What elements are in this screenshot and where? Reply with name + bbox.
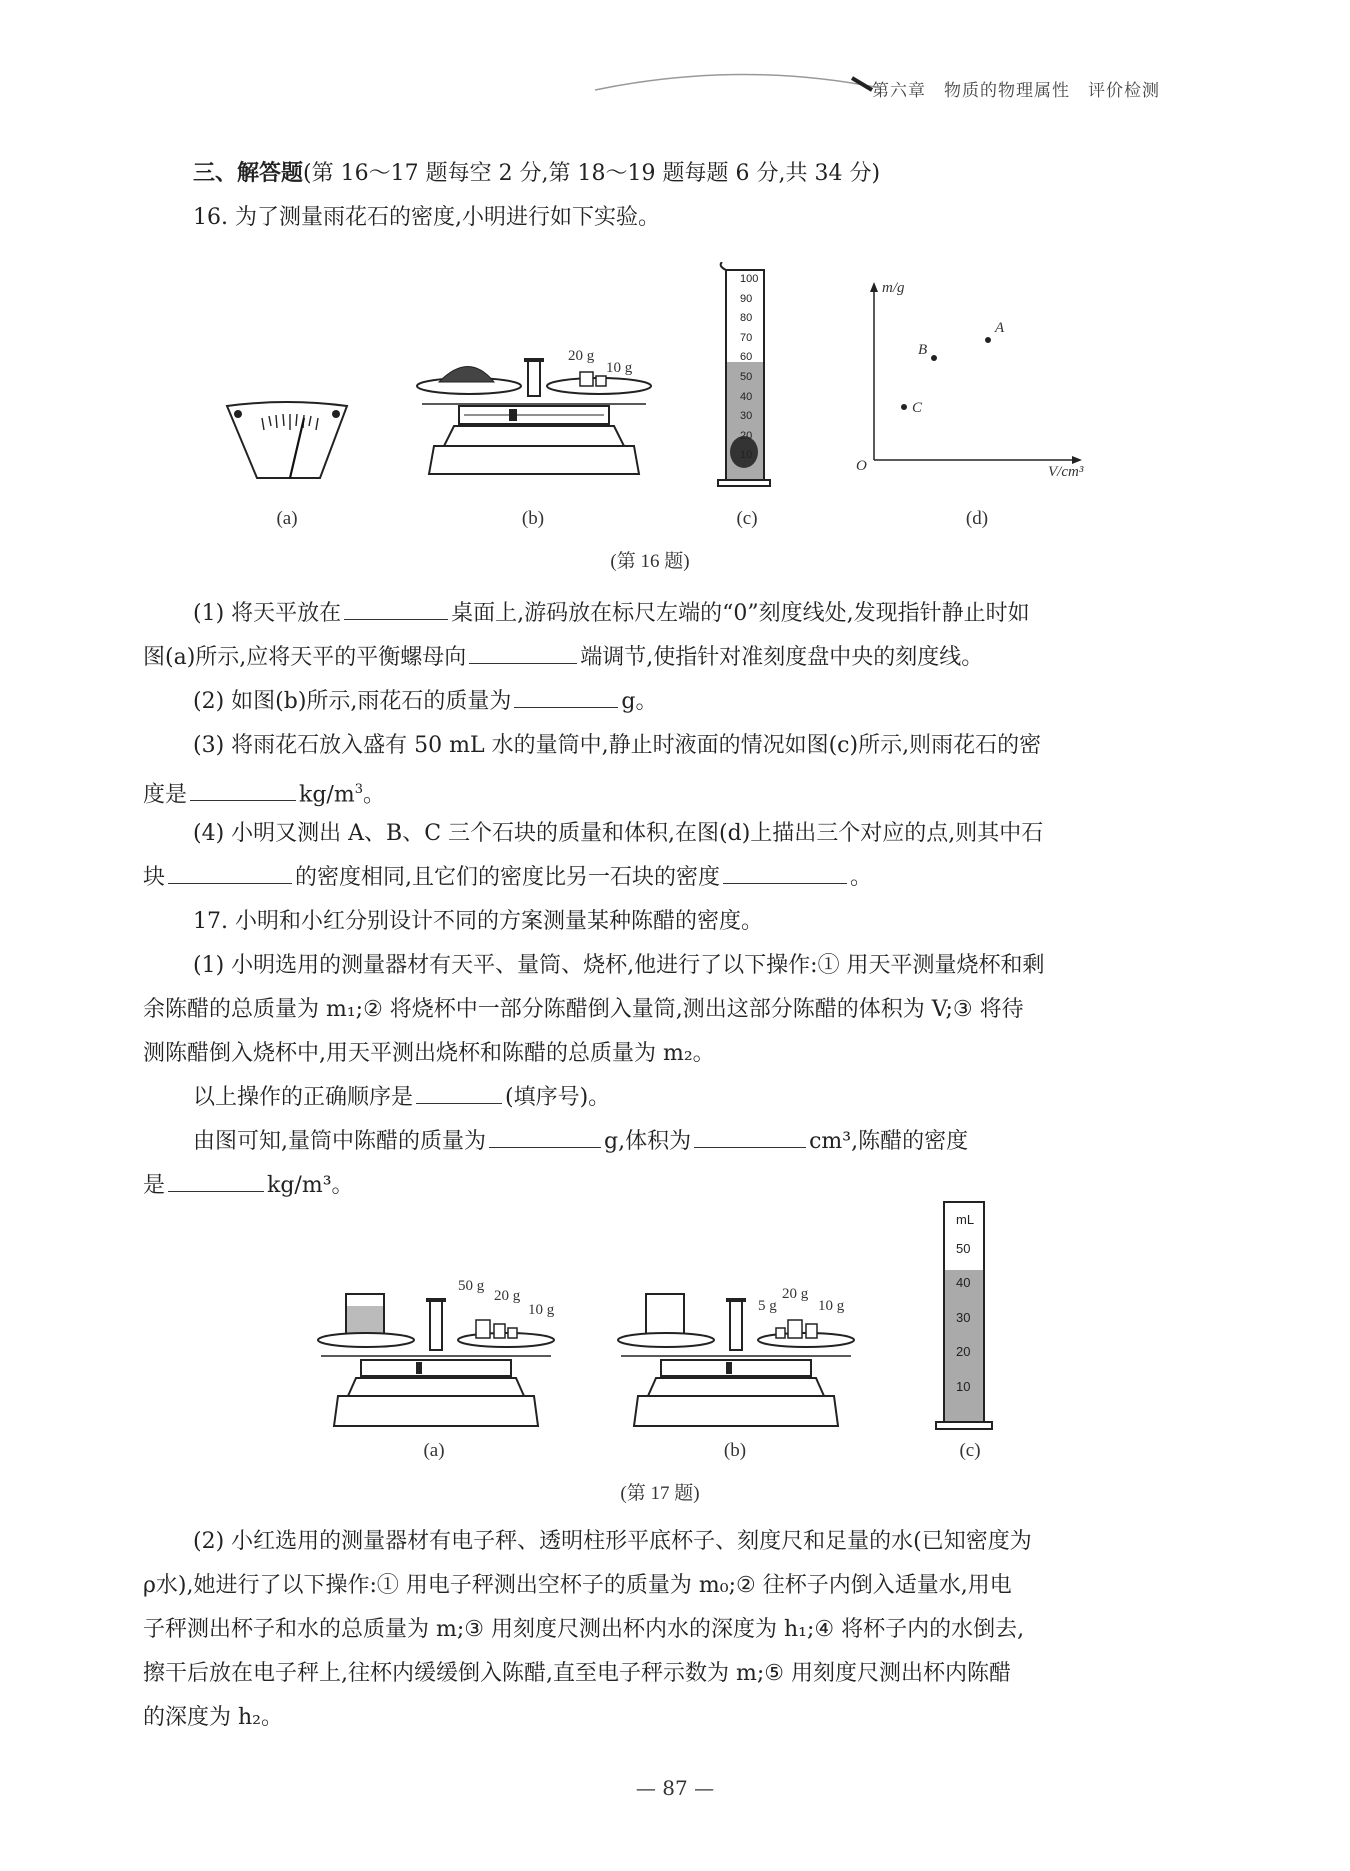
answer-blank <box>514 687 618 708</box>
q17-part1-line1: (1) 小明选用的测量器材有天平、量筒、烧杯,他进行了以下操作:① 用天平测量烧杯和剩 <box>193 953 1045 978</box>
point-b <box>931 355 937 361</box>
q16-part4-line1: (4) 小明又测出 A、B、C 三个石块的质量和体积,在图(d)上描出三个对应的点,则其中石 <box>193 821 1044 846</box>
fig17b-weight-5g: 5 g <box>758 1298 777 1314</box>
point-a <box>985 337 991 343</box>
fig16a-dial <box>222 398 352 488</box>
q17-part1-line3: 测陈醋倒入烧杯中,用天平测出烧杯和陈醋的总质量为 m₂。 <box>143 1041 715 1066</box>
q16-stem: 16. 为了测量雨花石的密度,小明进行如下实验。 <box>193 205 660 230</box>
answer-blank <box>168 1171 264 1192</box>
fig17a-weight-10g: 10 g <box>528 1302 555 1318</box>
q17-stem: 17. 小明和小红分别设计不同的方案测量某种陈醋的密度。 <box>193 909 763 934</box>
header-decoration <box>590 60 880 105</box>
fig17c-ticks: mL 50 40 30 20 10 <box>956 1212 975 1394</box>
answer-blank <box>469 643 577 664</box>
fig17-caption: (第 17 题) <box>620 1483 700 1504</box>
fig16a-label: (a) <box>276 508 298 529</box>
fig17a-balance <box>316 1288 556 1433</box>
q16-part3-line1: (3) 将雨花石放入盛有 50 mL 水的量筒中,静止时液面的情况如图(c)所示,则雨花石的密 <box>193 733 1042 758</box>
fig17a-weight-20g: 20 g <box>494 1288 521 1304</box>
fig16d-graph <box>862 278 1092 478</box>
fig16-caption: (第 16 题) <box>610 551 690 572</box>
fig16b-weight-10g: 10 g <box>606 360 633 376</box>
graph-origin: O <box>856 458 867 474</box>
q17-result-line2: 是 kg/m³。 <box>143 1173 354 1198</box>
q16-part1-line2: 图(a)所示,应将天平的平衡螺母向 端调节,使指针对准刻度盘中央的刻度线。 <box>143 645 984 670</box>
q16-part1-line1: (1) 将天平放在 桌面上,游码放在标尺左端的“0”刻度线处,发现指针静止时如 <box>193 601 1030 626</box>
fig17c-label: (c) <box>959 1440 981 1461</box>
graph-xlabel: V/cm³ <box>1048 464 1084 480</box>
answer-blank <box>694 1127 806 1148</box>
point-a-label: A <box>995 320 1005 336</box>
fig16c-label: (c) <box>736 508 758 529</box>
answer-blank <box>344 599 448 620</box>
answer-blank <box>416 1083 502 1104</box>
answer-blank <box>489 1127 601 1148</box>
q17-part2-line2: ρ水),她进行了以下操作:① 用电子秤测出空杯子的质量为 m₀;② 往杯子内倒入适量水,用电 <box>143 1573 1012 1598</box>
q16-part2: (2) 如图(b)所示,雨花石的质量为 g。 <box>193 689 658 714</box>
point-c-label: C <box>912 400 923 416</box>
page-number: — 87 — <box>635 1776 715 1800</box>
q16-part4-line2: 块 的密度相同,且它们的密度比另一石块的密度 。 <box>143 865 873 890</box>
answer-blank <box>723 863 847 884</box>
point-c <box>901 404 907 410</box>
point-b-label: B <box>918 342 928 358</box>
fig17b-label: (b) <box>723 1440 747 1461</box>
q17-part2-line4: 擦干后放在电子秤上,往杯内缓缓倒入陈醋,直至电子秤示数为 m;⑤ 用刻度尺测出杯内陈醋 <box>143 1661 1011 1686</box>
fig17a-label: (a) <box>423 1440 445 1461</box>
q17-part1-line2: 余陈醋的总质量为 m₁;② 将烧杯中一部分陈醋倒入量筒,测出这部分陈醋的体积为 V;③ 将待 <box>143 997 1024 1022</box>
fig16b-label: (b) <box>521 508 545 529</box>
q17-part2-line1: (2) 小红选用的测量器材有电子秤、透明柱形平底杯子、刻度尺和足量的水(已知密度为 <box>193 1529 1032 1554</box>
fig17a-weight-50g: 50 g <box>458 1278 485 1294</box>
fig16c-ticks: 100 90 80 70 60 50 40 30 20 10 <box>740 273 759 462</box>
q16-part3-line2: 度是 $kg/m^3$。 <box>143 782 385 808</box>
q17-order: 以上操作的正确顺序是 (填序号)。 <box>193 1085 611 1110</box>
fig16b-weight-20g: 20 g <box>568 348 595 364</box>
q17-result-line1: 由图可知,量筒中陈醋的质量为 g,体积为 cm³,陈醋的密度 <box>193 1129 969 1154</box>
section-title: 三、解答题(第 16～17 题每空 2 分,第 18～19 题每题 6 分,共 34 分) <box>193 161 881 186</box>
q17-part2-line3: 子秤测出杯子和水的总质量为 m;③ 用刻度尺测出杯内水的深度为 h₁;④ 将杯子内的水倒去, <box>143 1617 1025 1642</box>
chapter-header: 第六章 物质的物理属性 评价检测 <box>872 81 1160 101</box>
q17-part2-line5: 的深度为 h₂。 <box>143 1705 283 1730</box>
fig17b-weight-10g: 10 g <box>818 1298 845 1314</box>
fig17b-weight-20g: 20 g <box>782 1286 809 1302</box>
answer-blank <box>168 863 292 884</box>
fig16d-label: (d) <box>965 508 989 529</box>
answer-blank <box>190 780 296 801</box>
graph-ylabel: m/g <box>882 280 905 296</box>
